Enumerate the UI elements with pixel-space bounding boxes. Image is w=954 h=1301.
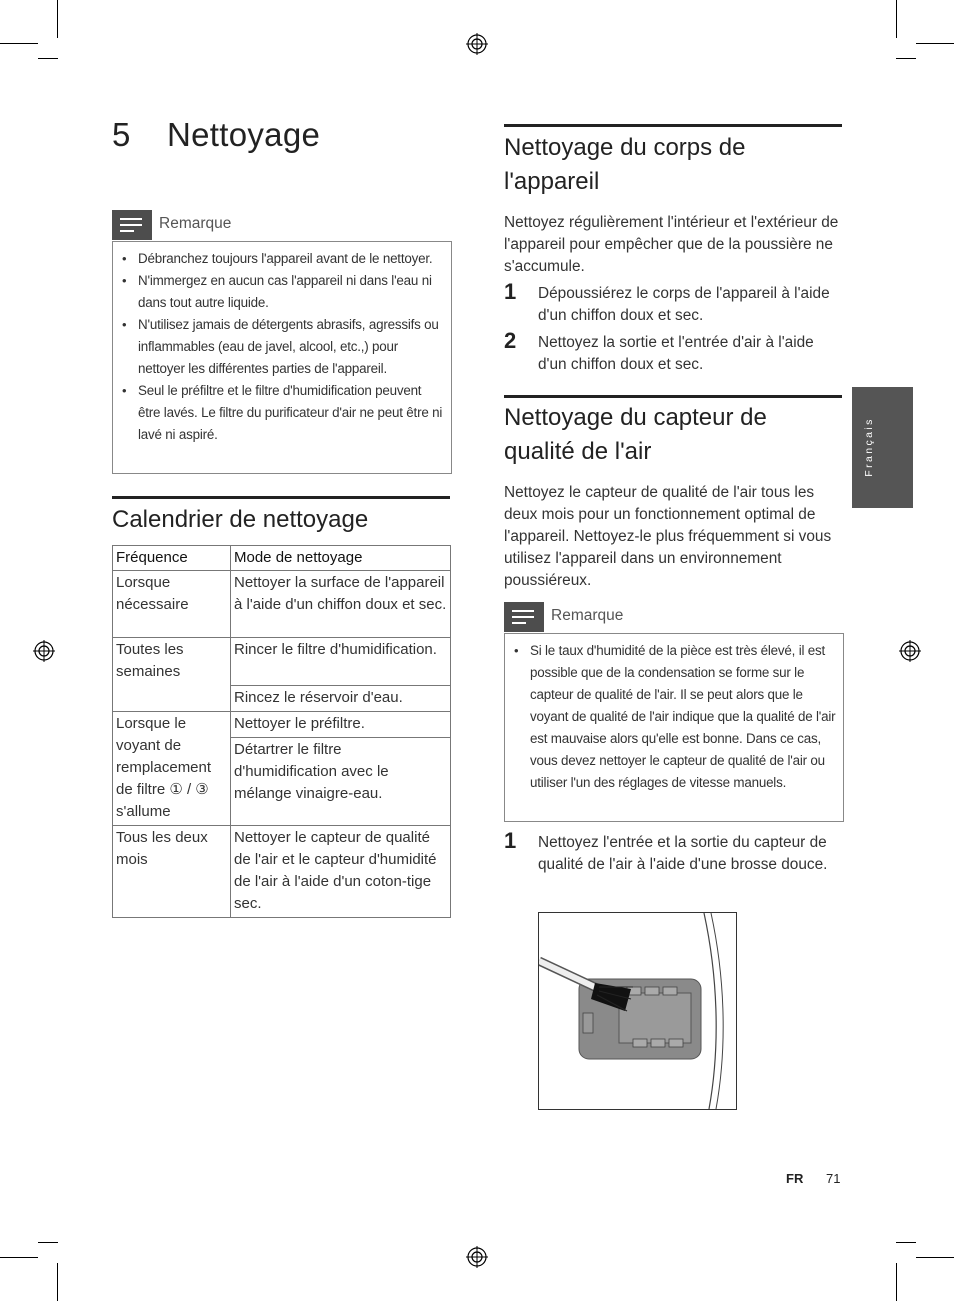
registration-mark-icon	[899, 640, 921, 662]
note-item: • N'immergez en aucun cas l'appareil ni dans l'eau ni dans tout autre liquide.	[138, 270, 444, 314]
cleaning-schedule-table	[112, 545, 451, 918]
footer-language: FR	[786, 1171, 804, 1186]
note-item: • N'utilisez jamais de détergents abrasifs, agressifs ou inflammables (eau de javel, alcool, etc.,) pour nettoyer les différentes parties de l'appareil.	[138, 314, 444, 380]
step-number: 1	[504, 279, 517, 304]
table-cell-frequency: Tous les deux mois	[113, 826, 231, 918]
table-header-row	[113, 546, 451, 571]
table-cell-frequency: Toutes les semaines	[113, 638, 231, 712]
table-cell-mode: Nettoyer le préfiltre.	[231, 712, 451, 738]
language-side-tab	[852, 387, 913, 508]
step-number: 2	[504, 328, 517, 353]
page-number: 71	[826, 1171, 841, 1186]
table-cell-mode: Rincez le réservoir d'eau.	[231, 686, 451, 712]
table-cell-mode: Nettoyer le capteur de qualité de l'air et le capteur d'humidité de l'air à l'aide d'un coton-tige sec.	[231, 826, 451, 918]
schedule-title: Calendrier de nettoyage	[112, 506, 369, 533]
body-section-intro: Nettoyez régulièrement l'intérieur et l'extérieur de l'appareil pour empêcher que de la poussière ne s'accumule.	[504, 214, 839, 275]
sensor-section-intro: Nettoyez le capteur de qualité de l'air tous les deux mois pour un fonctionnement optimal de l'appareil. Nettoyez-le plus fréquemment si vous utilisez l'appareil dans un environnement poussiéreux.	[504, 484, 832, 589]
note-item: • Débranchez toujours l'appareil avant de le nettoyer.	[138, 248, 444, 270]
registration-mark-icon	[466, 1246, 488, 1268]
chapter-number: 5	[112, 116, 131, 153]
step-text: Dépoussiérez le corps de l'appareil à l'aide d'un chiffon doux et sec.	[538, 285, 830, 324]
table-cell-mode: Rincer le filtre d'humidification.	[231, 638, 451, 686]
table-row	[113, 712, 451, 738]
note-label: Remarque	[159, 215, 232, 232]
table-header-cell: Fréquence	[113, 546, 231, 571]
chapter-title-text: Nettoyage	[167, 116, 321, 153]
note-icon	[504, 602, 544, 632]
body-section-title: Nettoyage du corps de l'appareil	[504, 134, 746, 195]
sensor-cleaning-illustration	[538, 912, 737, 1110]
brush-sensor-icon	[539, 913, 736, 1109]
note-box	[112, 241, 452, 474]
section-rule	[504, 395, 842, 398]
language-side-tab-label: Français	[863, 417, 875, 477]
registration-mark-icon	[33, 640, 55, 662]
note-label: Remarque	[551, 607, 624, 624]
step-text: Nettoyez l'entrée et la sortie du capteur de qualité de l'air à l'aide d'une brosse douce.	[538, 834, 828, 873]
note-item: • Seul le préfiltre et le filtre d'humidification peuvent être lavés. Le filtre du purificateur d'air ne peut être ni lavé ni aspiré.	[138, 380, 444, 446]
note-box	[504, 633, 844, 822]
note-item: • Si le taux d'humidité de la pièce est très élevé, il est possible que de la condensation se forme sur le capteur de qualité de l'air. Il se peut alors que le voyant de qualité de l'air indique que la qualité de l'air est mauvaise alors qu'elle est bonne. Dans ce cas, vous devez nettoyer le capteur de qualité de l'air ou utiliser l'un des réglages de vitesse manuels.	[530, 640, 838, 794]
chapter-title	[112, 116, 320, 154]
step-text: Nettoyez la sortie et l'entrée d'air à l'aide d'un chiffon doux et sec.	[538, 334, 814, 373]
section-rule	[504, 124, 842, 127]
step-number: 1	[504, 828, 517, 853]
table-cell-frequency: Lorsque le voyant de remplacement de filtre ① / ③ s'allume	[113, 712, 231, 826]
table-row	[113, 826, 451, 918]
table-row	[113, 571, 451, 638]
table-header-cell: Mode de nettoyage	[231, 546, 451, 571]
table-cell-frequency: Lorsque nécessaire	[113, 571, 231, 638]
note-icon	[112, 210, 152, 240]
table-cell-mode: Détartrer le filtre d'humidification avec le mélange vinaigre-eau.	[231, 738, 451, 826]
table-row	[113, 638, 451, 686]
registration-mark-icon	[466, 33, 488, 55]
sensor-section-title: Nettoyage du capteur de qualité de l'air	[504, 404, 767, 465]
section-rule	[112, 496, 450, 499]
table-cell-mode: Nettoyer la surface de l'appareil à l'aide d'un chiffon doux et sec.	[231, 571, 451, 638]
